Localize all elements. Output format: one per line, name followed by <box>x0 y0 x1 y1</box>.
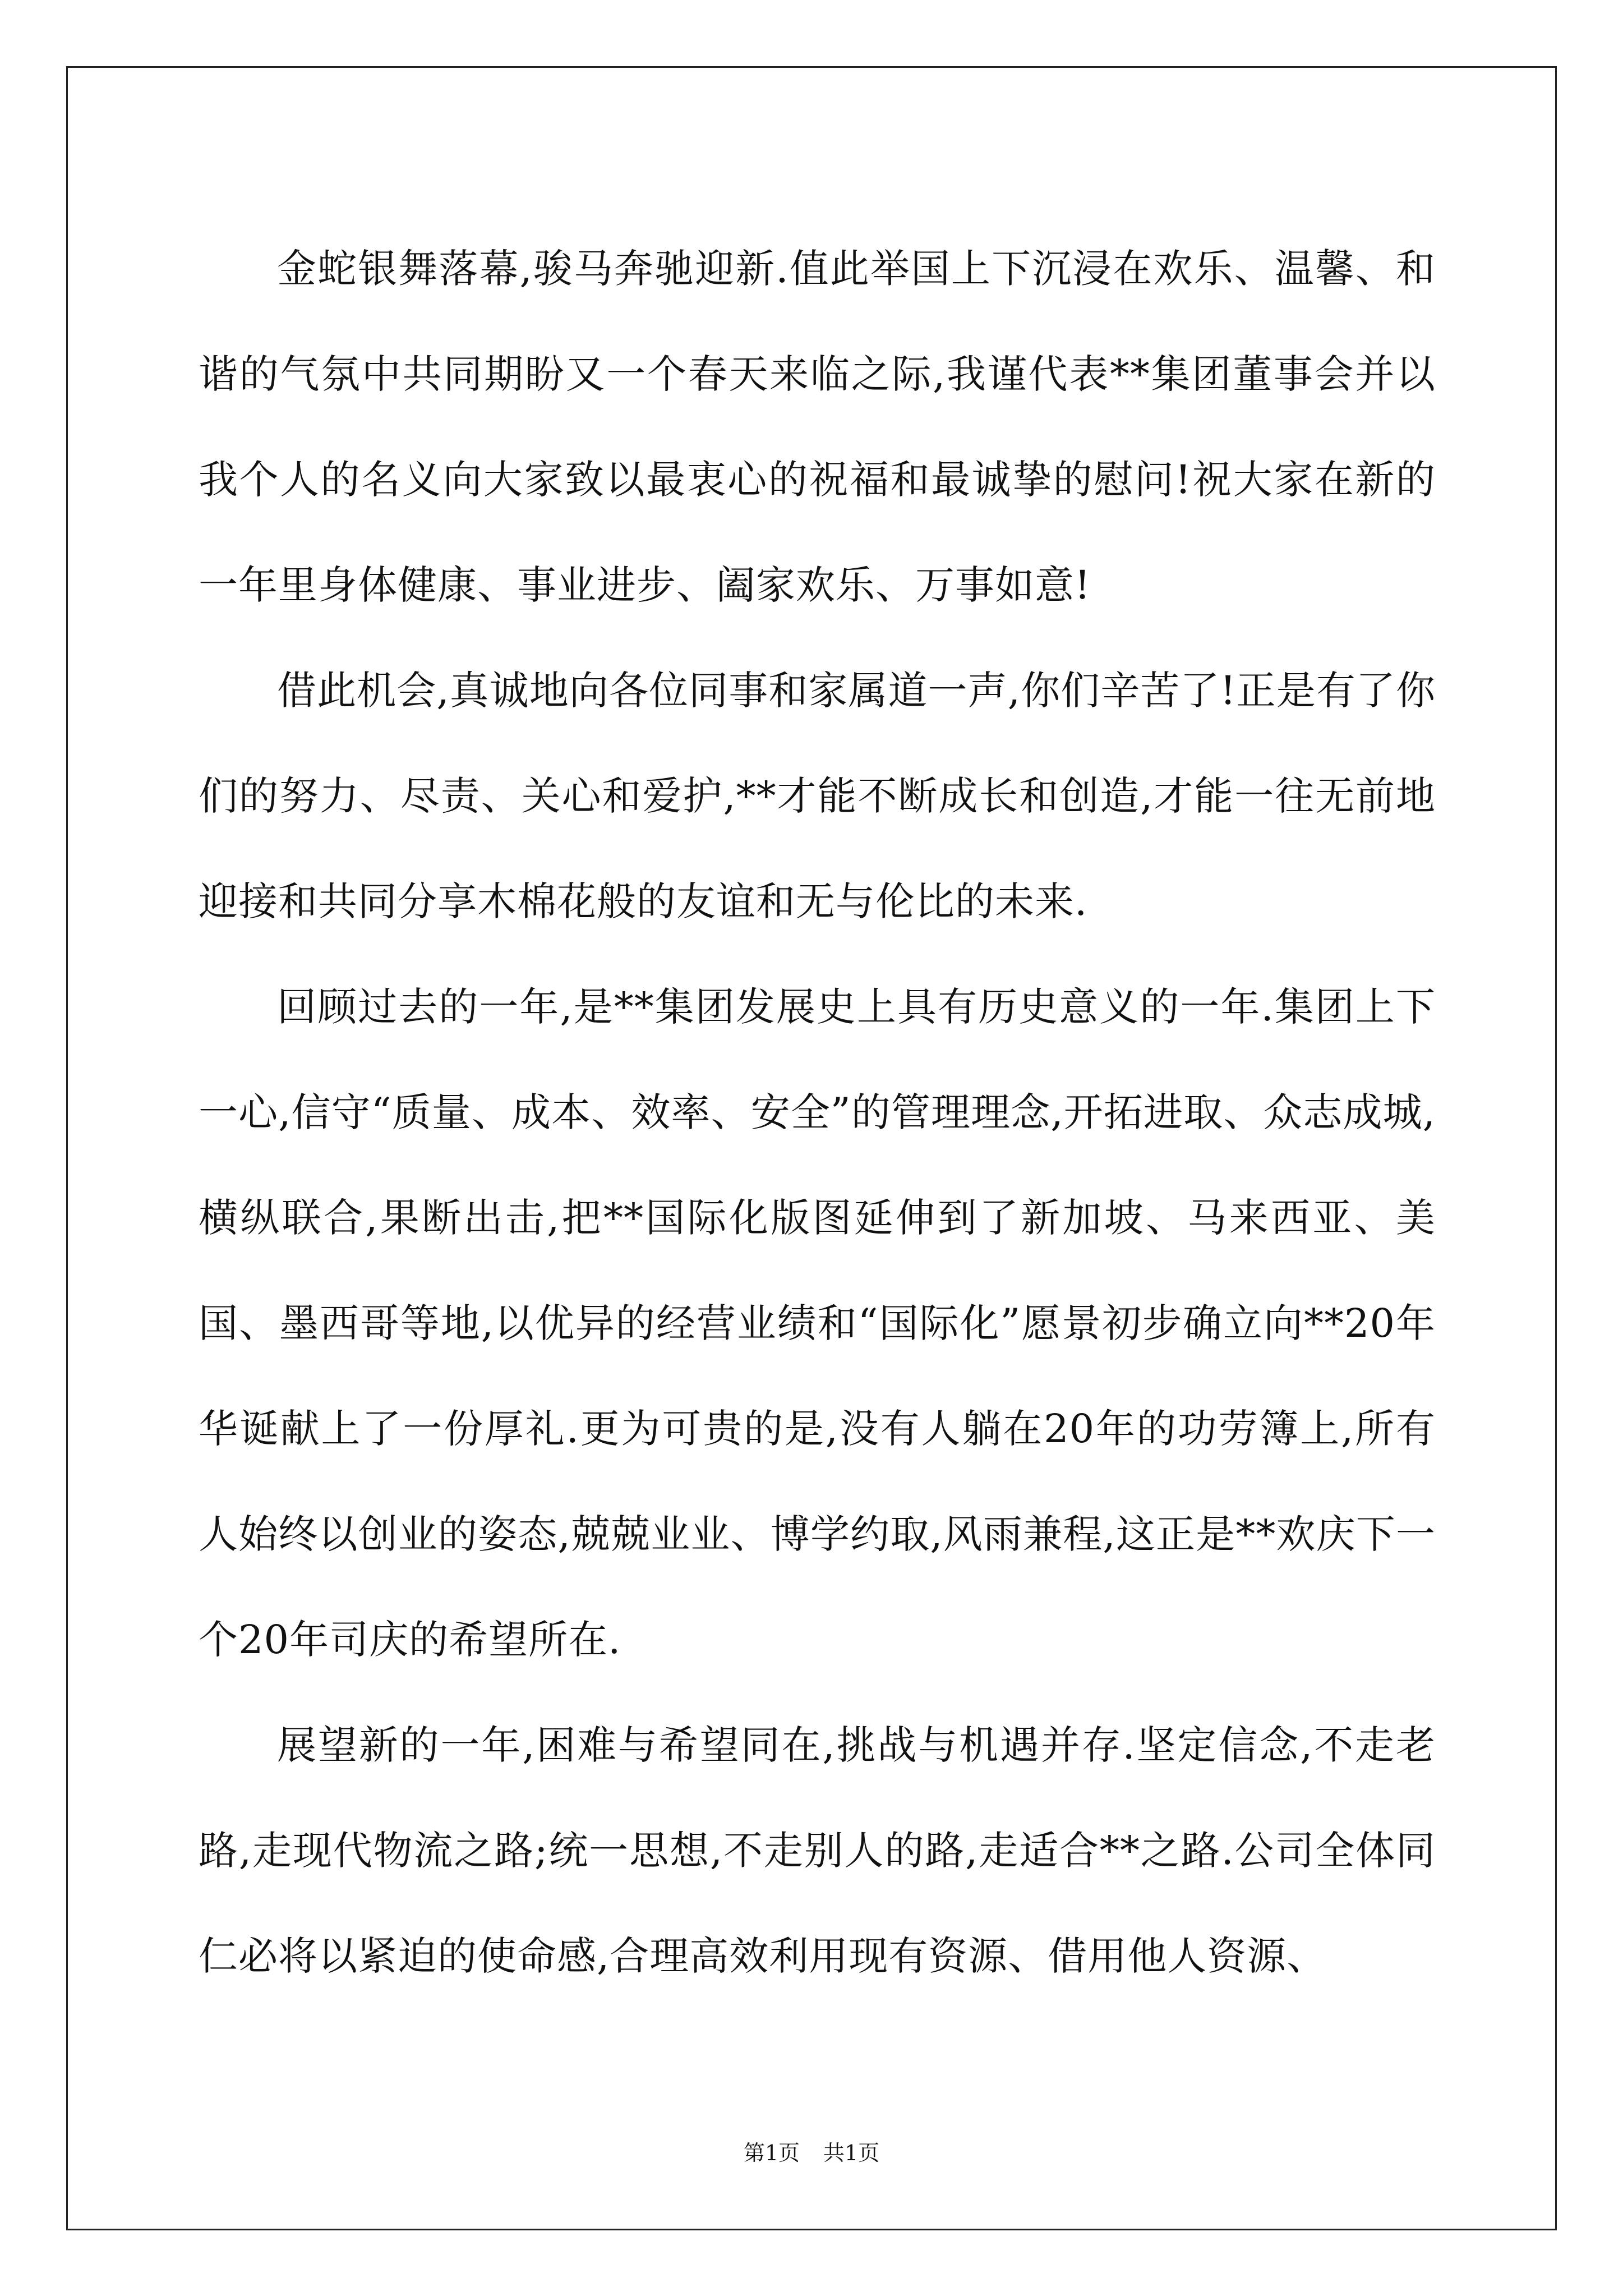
paragraph: 金蛇银舞落幕,骏马奔驰迎新.值此举国上下沉浸在欢乐、温馨、和谐的气氛中共同期盼又一个春天来临之际,我谨代表**集团董事会并以我个人的名义向大家致以最衷心的祝福和最诚挚的慰问!祝大家在新的一年里身体健康、事业进步、阖家欢乐、万事如意! <box>199 246 1436 608</box>
page-number: 第1页 <box>743 2141 800 2165</box>
paragraph: 回顾过去的一年,是**集团发展史上具有历史意义的一年.集团上下一心,信守“质量、成本、效率、安全”的管理理念,开拓进取、众志成城,横纵联合,果断出击,把**国际化版图延伸到了新加坡、马来西亚、美国、墨西哥等地,以优异的经营业绩和“国际化”愿景初步确立向**20年华诞献上了一份厚礼.更为可贵的是,没有人躺在20年的功劳簿上,所有人始终以创业的姿态,兢兢业业、博学约取,风雨兼程,这正是**欢庆下一个20年司庆的希望所在. <box>199 984 1436 1663</box>
page-total: 共1页 <box>823 2141 880 2165</box>
page-footer <box>0 2139 1623 2167</box>
document-body <box>199 216 1436 2067</box>
paragraph: 展望新的一年,困难与希望同在,挑战与机遇并存.坚定信念,不走老路,走现代物流之路;统一思想,不走别人的路,走适合**之路.公司全体同仁必将以紧迫的使命感,合理高效利用现有资源、借用他人资源、 <box>199 1722 1436 1979</box>
paragraph: 借此机会,真诚地向各位同事和家属道一声,你们辛苦了!正是有了你们的努力、尽责、关心和爱护,**才能不断成长和创造,才能一往无前地迎接和共同分享木棉花般的友谊和无与伦比的未来. <box>199 668 1436 924</box>
